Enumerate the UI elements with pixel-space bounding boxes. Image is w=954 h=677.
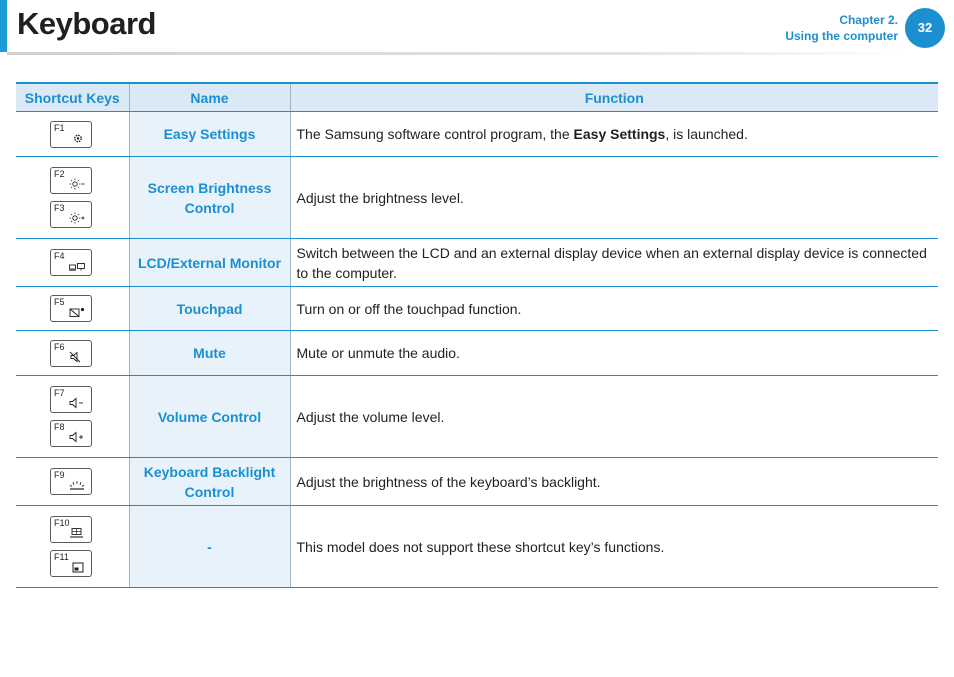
keyboard-backlight-icon [69,479,85,491]
key-label: F5 [54,297,65,307]
row-function: Switch between the LCD and an external display device when an external display device is connected to the computer. [290,239,938,287]
table-row [16,506,938,588]
row-function: The Samsung software control program, the Easy Settings, is launched. [290,112,938,157]
window-icon [69,561,85,573]
chapter-heading [785,12,898,44]
key-f3 [50,201,92,228]
key-f8 [50,420,92,447]
brightness-down-icon [69,178,85,190]
key-label: F2 [54,169,65,179]
chapter-label: Chapter 2. [839,13,898,27]
brightness-up-icon [69,212,85,224]
shortcut-keys-cell [16,239,129,287]
table-row [16,287,938,331]
row-function: This model does not support these shortcut key’s functions. [290,506,938,588]
key-label: F9 [54,470,65,480]
accent-bar [0,0,7,52]
table-row [16,157,938,239]
row-name: Volume Control [129,376,290,458]
table-row [16,376,938,458]
key-f4 [50,249,92,276]
key-label: F4 [54,251,65,261]
table-row [16,112,938,157]
row-name: Keyboard Backlight Control [129,458,290,506]
shortcut-keys-cell [16,287,129,331]
touchpad-toggle-icon [69,306,85,318]
row-name: LCD/External Monitor [129,239,290,287]
column-header-shortcut-keys: Shortcut Keys [16,83,129,112]
row-name: - [129,506,290,588]
table-row [16,239,938,287]
key-label: F7 [54,388,65,398]
volume-down-icon [69,397,85,409]
column-header-name: Name [129,83,290,112]
column-header-function: Function [290,83,938,112]
page-number-badge: 32 [905,8,945,48]
page-title: Keyboard [17,6,156,41]
key-label: F10 [54,518,70,528]
network-icon [69,527,85,539]
shortcut-keys-cell [16,112,129,157]
row-function: Adjust the brightness of the keyboard’s backlight. [290,458,938,506]
key-label: F11 [54,552,69,562]
row-function: Turn on or off the touchpad function. [290,287,938,331]
section-label: Using the computer [785,29,898,43]
row-name: Easy Settings [129,112,290,157]
settings-gear-icon [69,132,85,144]
key-f6 [50,340,92,367]
row-function: Adjust the volume level. [290,376,938,458]
key-label: F3 [54,203,65,213]
table-row [16,331,938,376]
key-f5 [50,295,92,322]
key-f2 [50,167,92,194]
shortcut-keys-cell [16,331,129,376]
key-f1 [50,121,92,148]
header-divider [7,52,907,55]
key-label: F8 [54,422,65,432]
mute-icon [69,351,85,363]
key-label: F6 [54,341,65,352]
shortcut-keys-cell [16,376,129,458]
key-f11 [50,550,92,577]
row-name: Screen Brightness Control [129,157,290,239]
shortcut-keys-cell [16,506,129,588]
table-row [16,458,938,506]
shortcut-keys-table [16,82,938,588]
row-function: Mute or unmute the audio. [290,331,938,376]
key-f9 [50,468,92,495]
row-name: Touchpad [129,287,290,331]
shortcut-keys-cell [16,458,129,506]
key-label: F1 [54,122,65,133]
key-f10 [50,516,92,543]
row-function: Adjust the brightness level. [290,157,938,239]
key-f7 [50,386,92,413]
row-name: Mute [129,331,290,376]
volume-up-icon [69,431,85,443]
external-display-icon [69,260,85,272]
table-header-row [16,83,938,112]
shortcut-keys-cell [16,157,129,239]
